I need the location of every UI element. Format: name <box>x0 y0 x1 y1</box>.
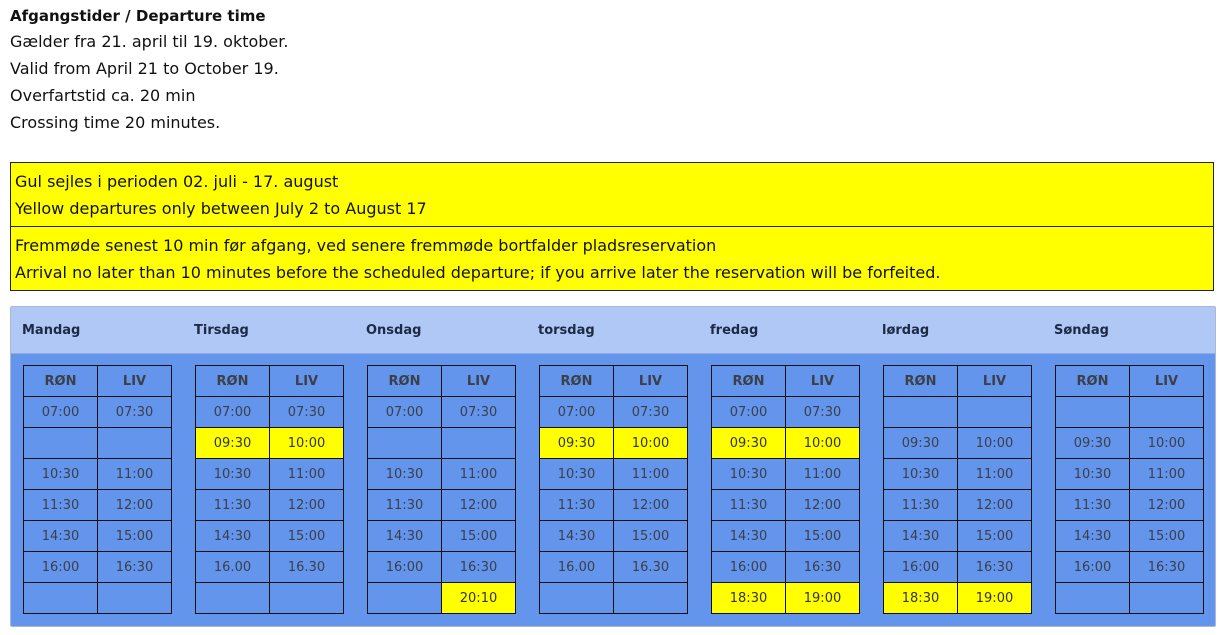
departure-ron: 16.00 <box>196 552 270 583</box>
table-row <box>368 428 516 459</box>
departure-ron <box>1056 397 1130 428</box>
schedule-panel <box>10 306 1216 627</box>
table-row <box>712 490 860 521</box>
departure-ron: 16:00 <box>884 552 958 583</box>
departure-ron: 10:30 <box>196 459 270 490</box>
departure-ron <box>24 583 98 614</box>
departure-ron: 11:30 <box>196 490 270 521</box>
notice-text-en: Yellow departures only between July 2 to August 17 <box>15 199 427 218</box>
table-row <box>712 397 860 428</box>
table-row <box>196 428 344 459</box>
column-header: RØN <box>540 366 614 397</box>
departure-liv: 15:00 <box>958 521 1032 552</box>
table-header-row <box>24 366 172 397</box>
column-header: LIV <box>786 366 860 397</box>
departure-liv <box>614 583 688 614</box>
day-name: fredag <box>710 323 759 338</box>
table-row <box>712 583 860 614</box>
column-header: RØN <box>196 366 270 397</box>
column-header: RØN <box>884 366 958 397</box>
table-header-row <box>1056 366 1204 397</box>
intro-block <box>10 4 288 136</box>
departure-ron: 09:30 <box>884 428 958 459</box>
table-row <box>884 459 1032 490</box>
departure-liv: 11:00 <box>786 459 860 490</box>
departure-liv: 11:00 <box>442 459 516 490</box>
table-row <box>368 397 516 428</box>
day-name: torsdag <box>538 323 595 338</box>
table-header-row <box>368 366 516 397</box>
departure-liv: 16:30 <box>98 552 172 583</box>
departure-ron: 07:00 <box>712 397 786 428</box>
table-row <box>540 583 688 614</box>
departure-ron: 16:00 <box>24 552 98 583</box>
departure-liv <box>270 583 344 614</box>
table-row <box>368 521 516 552</box>
departure-liv: 12:00 <box>1130 490 1204 521</box>
day-header-bar <box>11 307 1215 354</box>
departure-ron: 11:30 <box>540 490 614 521</box>
table-row <box>884 397 1032 428</box>
departure-ron: 10:30 <box>540 459 614 490</box>
departure-liv <box>442 428 516 459</box>
day-name: Tirsdag <box>194 323 249 338</box>
notice-yellow-period <box>11 163 1213 226</box>
table-row <box>884 521 1032 552</box>
table-row <box>24 521 172 552</box>
departure-ron: 16:00 <box>1056 552 1130 583</box>
table-row <box>24 583 172 614</box>
table-row <box>1056 428 1204 459</box>
table-row <box>540 428 688 459</box>
table-row <box>540 490 688 521</box>
table-row <box>540 397 688 428</box>
table-header-row <box>196 366 344 397</box>
table-row <box>368 459 516 490</box>
departure-ron: 09:30 <box>712 428 786 459</box>
table-row <box>196 490 344 521</box>
departure-liv <box>958 397 1032 428</box>
departure-ron: 14:30 <box>1056 521 1130 552</box>
table-row <box>712 521 860 552</box>
departure-liv: 16.30 <box>614 552 688 583</box>
day-name: Onsdag <box>366 323 422 338</box>
day-name: Søndag <box>1054 323 1109 338</box>
departure-liv: 10:00 <box>614 428 688 459</box>
departure-liv: 12:00 <box>614 490 688 521</box>
departure-liv: 19:00 <box>958 583 1032 614</box>
table-row <box>1056 552 1204 583</box>
departure-liv: 10:00 <box>958 428 1032 459</box>
departure-liv: 16.30 <box>270 552 344 583</box>
departure-liv: 20:10 <box>442 583 516 614</box>
table-row <box>712 552 860 583</box>
validity-en: Valid from April 21 to October 19. <box>10 59 279 78</box>
departure-ron <box>368 428 442 459</box>
column-header: LIV <box>614 366 688 397</box>
timetable-onsdag <box>367 365 516 614</box>
crossing-time-en: Crossing time 20 minutes. <box>10 113 221 132</box>
departure-liv: 12:00 <box>786 490 860 521</box>
timetable-tirsdag <box>195 365 344 614</box>
departure-liv: 11:00 <box>98 459 172 490</box>
departure-ron: 11:30 <box>1056 490 1130 521</box>
departure-liv: 11:00 <box>958 459 1032 490</box>
departure-ron <box>540 583 614 614</box>
departure-ron: 14:30 <box>884 521 958 552</box>
departure-ron: 14:30 <box>368 521 442 552</box>
notice-box <box>10 162 1214 291</box>
departure-ron: 10:30 <box>24 459 98 490</box>
table-row <box>196 552 344 583</box>
departure-ron: 11:30 <box>712 490 786 521</box>
departure-liv: 10:00 <box>786 428 860 459</box>
departure-ron: 07:00 <box>540 397 614 428</box>
departure-ron <box>24 428 98 459</box>
departure-ron <box>368 583 442 614</box>
table-row <box>540 552 688 583</box>
departure-ron: 10:30 <box>368 459 442 490</box>
departure-ron <box>196 583 270 614</box>
departure-ron: 11:30 <box>368 490 442 521</box>
departure-ron: 10:30 <box>1056 459 1130 490</box>
table-row <box>24 552 172 583</box>
table-row <box>196 521 344 552</box>
departure-liv: 12:00 <box>98 490 172 521</box>
departure-liv: 12:00 <box>442 490 516 521</box>
departure-liv: 10:00 <box>270 428 344 459</box>
departure-liv: 07:30 <box>786 397 860 428</box>
table-row <box>884 552 1032 583</box>
table-header-row <box>884 366 1032 397</box>
day-name: lørdag <box>882 323 930 338</box>
table-row <box>1056 397 1204 428</box>
departure-ron: 10:30 <box>712 459 786 490</box>
departure-ron: 14:30 <box>540 521 614 552</box>
departure-liv: 11:00 <box>614 459 688 490</box>
departure-ron: 07:00 <box>196 397 270 428</box>
day-name: Mandag <box>22 323 81 338</box>
page-title: Afgangstider / Departure time <box>10 7 266 25</box>
departure-liv: 19:00 <box>786 583 860 614</box>
column-header: LIV <box>442 366 516 397</box>
departure-ron: 07:00 <box>24 397 98 428</box>
timetable-lørdag <box>883 365 1032 614</box>
timetable-torsdag <box>539 365 688 614</box>
table-row <box>24 428 172 459</box>
departure-liv: 12:00 <box>270 490 344 521</box>
departure-liv: 07:30 <box>98 397 172 428</box>
table-row <box>712 428 860 459</box>
column-header: LIV <box>1130 366 1204 397</box>
departure-ron: 11:30 <box>884 490 958 521</box>
column-header: LIV <box>270 366 344 397</box>
column-header: RØN <box>24 366 98 397</box>
departure-ron: 18:30 <box>712 583 786 614</box>
departure-ron: 10:30 <box>884 459 958 490</box>
departure-ron: 11:30 <box>24 490 98 521</box>
departure-ron: 14:30 <box>196 521 270 552</box>
table-row <box>196 397 344 428</box>
table-row <box>368 583 516 614</box>
departure-liv: 11:00 <box>1130 459 1204 490</box>
column-header: LIV <box>958 366 1032 397</box>
notice-text-en: Arrival no later than 10 minutes before the scheduled departure; if you arrive later the reservation will be forfeited. <box>15 263 941 282</box>
crossing-time-da: Overfartstid ca. 20 min <box>10 86 196 105</box>
notice-arrival <box>11 226 1213 290</box>
departure-ron: 16:00 <box>368 552 442 583</box>
table-row <box>540 521 688 552</box>
table-row <box>1056 583 1204 614</box>
departure-liv: 16:30 <box>442 552 516 583</box>
departure-liv: 10:00 <box>1130 428 1204 459</box>
timetable-søndag <box>1055 365 1204 614</box>
table-header-row <box>712 366 860 397</box>
departure-liv: 15:00 <box>614 521 688 552</box>
table-row <box>196 583 344 614</box>
departure-ron: 16.00 <box>540 552 614 583</box>
table-row <box>712 459 860 490</box>
departure-liv <box>98 428 172 459</box>
departure-liv: 15:00 <box>786 521 860 552</box>
table-row <box>196 459 344 490</box>
timetable-fredag <box>711 365 860 614</box>
table-row <box>368 490 516 521</box>
table-row <box>24 459 172 490</box>
departure-ron <box>1056 583 1130 614</box>
table-row <box>1056 521 1204 552</box>
departure-ron: 14:30 <box>712 521 786 552</box>
notice-text-da: Gul sejles i perioden 02. juli - 17. august <box>15 172 339 191</box>
table-row <box>1056 459 1204 490</box>
departure-liv: 16:30 <box>1130 552 1204 583</box>
departure-liv: 07:30 <box>614 397 688 428</box>
table-row <box>24 397 172 428</box>
departure-ron: 18:30 <box>884 583 958 614</box>
column-header: RØN <box>712 366 786 397</box>
table-row <box>24 490 172 521</box>
departure-ron: 09:30 <box>540 428 614 459</box>
departure-liv <box>1130 397 1204 428</box>
departure-ron: 09:30 <box>1056 428 1130 459</box>
departure-liv: 15:00 <box>1130 521 1204 552</box>
departure-ron: 07:00 <box>368 397 442 428</box>
departure-liv: 12:00 <box>958 490 1032 521</box>
departure-ron: 16:00 <box>712 552 786 583</box>
table-row <box>884 490 1032 521</box>
departure-liv <box>1130 583 1204 614</box>
departure-liv: 15:00 <box>442 521 516 552</box>
departure-ron: 14:30 <box>24 521 98 552</box>
table-header-row <box>540 366 688 397</box>
table-row <box>540 459 688 490</box>
departure-liv: 16:30 <box>958 552 1032 583</box>
column-header: LIV <box>98 366 172 397</box>
departure-liv: 11:00 <box>270 459 344 490</box>
table-row <box>368 552 516 583</box>
departure-liv: 16:30 <box>786 552 860 583</box>
departure-liv: 15:00 <box>98 521 172 552</box>
notice-text-da: Fremmøde senest 10 min før afgang, ved senere fremmøde bortfalder pladsreservation <box>15 236 717 255</box>
timetable-mandag <box>23 365 172 614</box>
departure-liv <box>98 583 172 614</box>
table-row <box>1056 490 1204 521</box>
validity-da: Gælder fra 21. april til 19. oktober. <box>10 32 289 51</box>
departure-liv: 07:30 <box>442 397 516 428</box>
column-header: RØN <box>368 366 442 397</box>
departure-ron <box>884 397 958 428</box>
table-row <box>884 428 1032 459</box>
table-row <box>884 583 1032 614</box>
column-header: RØN <box>1056 366 1130 397</box>
departure-liv: 07:30 <box>270 397 344 428</box>
departure-ron: 09:30 <box>196 428 270 459</box>
departure-liv: 15:00 <box>270 521 344 552</box>
